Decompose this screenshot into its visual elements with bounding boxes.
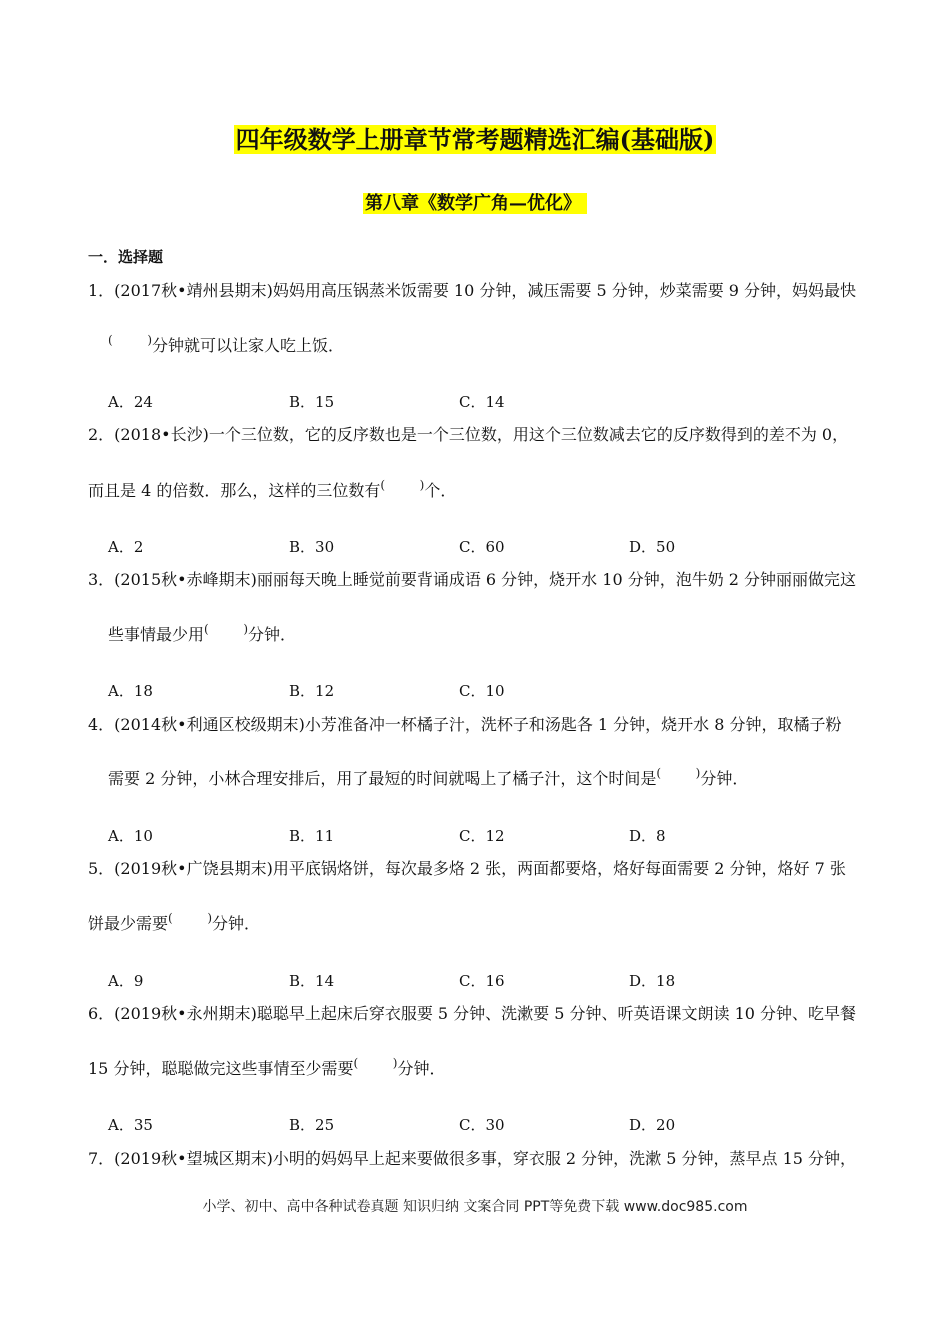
q6-option-d: D．20	[629, 1116, 676, 1134]
q5-option-b: B．14	[289, 972, 335, 990]
q1-stem: 1．(2017秋•靖州县期末)妈妈用高压锅蒸米饭需要 10 分钟，减压需要 5 分钟，炒菜需要 9 分钟，妈妈最快	[88, 281, 857, 300]
q6-stem-cont: 15 分钟，聪聪做完这些事情至少需要 ( ) 分钟．	[88, 1056, 446, 1078]
q2-option-d: D．50	[629, 538, 676, 556]
q3-option-c: C．10	[459, 682, 505, 700]
answer-blank: ( )	[656, 766, 701, 780]
q2-stem-cont: 而且是 4 的倍数．那么，这样的三位数有 ( ) 个．	[88, 478, 457, 500]
q1-option-c: C．14	[459, 393, 505, 411]
q4-option-c: C．12	[459, 827, 505, 845]
chapter-title: 第八章《数学广角—优化》	[0, 190, 950, 218]
section-heading: 一．选择题	[88, 248, 164, 266]
q2-option-a: A．2	[108, 538, 144, 556]
q5-option-c: C．16	[459, 972, 505, 990]
q5-option-d: D．18	[629, 972, 676, 990]
document-title: 四年级数学上册章节常考题精选汇编(基础版)	[235, 125, 715, 154]
q7-stem: 7．(2019秋•望城区期末)小明的妈妈早上起来要做很多事，穿衣服 2 分钟，洗漱 5 分钟，蒸早点 15 分钟，	[88, 1149, 857, 1168]
answer-blank: ( )	[380, 478, 425, 492]
footer-note: 小学、初中、高中各种试卷真题 知识归纳 文案合同 PPT等免费下载 www.doc985.com	[202, 1199, 748, 1215]
q6-option-b: B．25	[289, 1116, 335, 1134]
q1-stem-cont: ( ) 分钟就可以让家人吃上饭．	[108, 333, 345, 355]
q4-stem: 4．(2014秋•利通区校级期末)小芳准备冲一杯橘子汁，洗杯子和汤匙各 1 分钟，烧开水 8 分钟，取橘子粉	[88, 715, 842, 734]
q3-option-a: A．18	[108, 682, 153, 700]
answer-blank: ( )	[108, 333, 152, 347]
q3-option-b: B．12	[289, 682, 335, 700]
q4-option-b: B．11	[289, 827, 335, 845]
q6-stem: 6．(2019秋•永州期末)聪聪早上起床后穿衣服要 5 分钟、洗漱要 5 分钟、听英语课文朗读 10 分钟、吃早餐	[88, 1004, 857, 1023]
q3-stem-cont: 些事情最少用 ( ) 分钟．	[108, 622, 297, 644]
q5-stem: 5．(2019秋•广饶县期末)用平底锅烙饼，每次最多烙 2 张，两面都要烙，烙好每面需要 2 分钟，烙好 7 张	[88, 859, 846, 878]
q5-option-a: A．9	[108, 972, 144, 990]
answer-blank: ( )	[168, 911, 213, 925]
answer-blank: ( )	[204, 622, 249, 636]
q4-stem-cont: 需要 2 分钟，小林合理安排后，用了最短的时间就喝上了橘子汁，这个时间是 ( ) 分钟．	[108, 766, 749, 788]
q6-option-a: A．35	[108, 1116, 153, 1134]
q3-stem: 3．(2015秋•赤峰期末)丽丽每天晚上睡觉前要背诵成语 6 分钟，烧开水 10 分钟，泡牛奶 2 分钟丽丽做完这	[88, 570, 857, 589]
q1-option-b: B．15	[289, 393, 335, 411]
q2-option-c: C．60	[459, 538, 505, 556]
q1-option-a: A．24	[108, 393, 153, 411]
q5-stem-cont: 饼最少需要 ( ) 分钟．	[88, 911, 261, 933]
answer-blank: ( )	[353, 1056, 398, 1070]
q6-option-c: C．30	[459, 1116, 505, 1134]
q4-option-a: A．10	[108, 827, 153, 845]
q4-option-d: D．8	[629, 827, 666, 845]
q2-stem: 2．(2018•长沙)一个三位数，它的反序数也是一个三位数，用这个三位数减去它的反序数得到的差不为 0，	[88, 425, 849, 444]
q2-option-b: B．30	[289, 538, 335, 556]
